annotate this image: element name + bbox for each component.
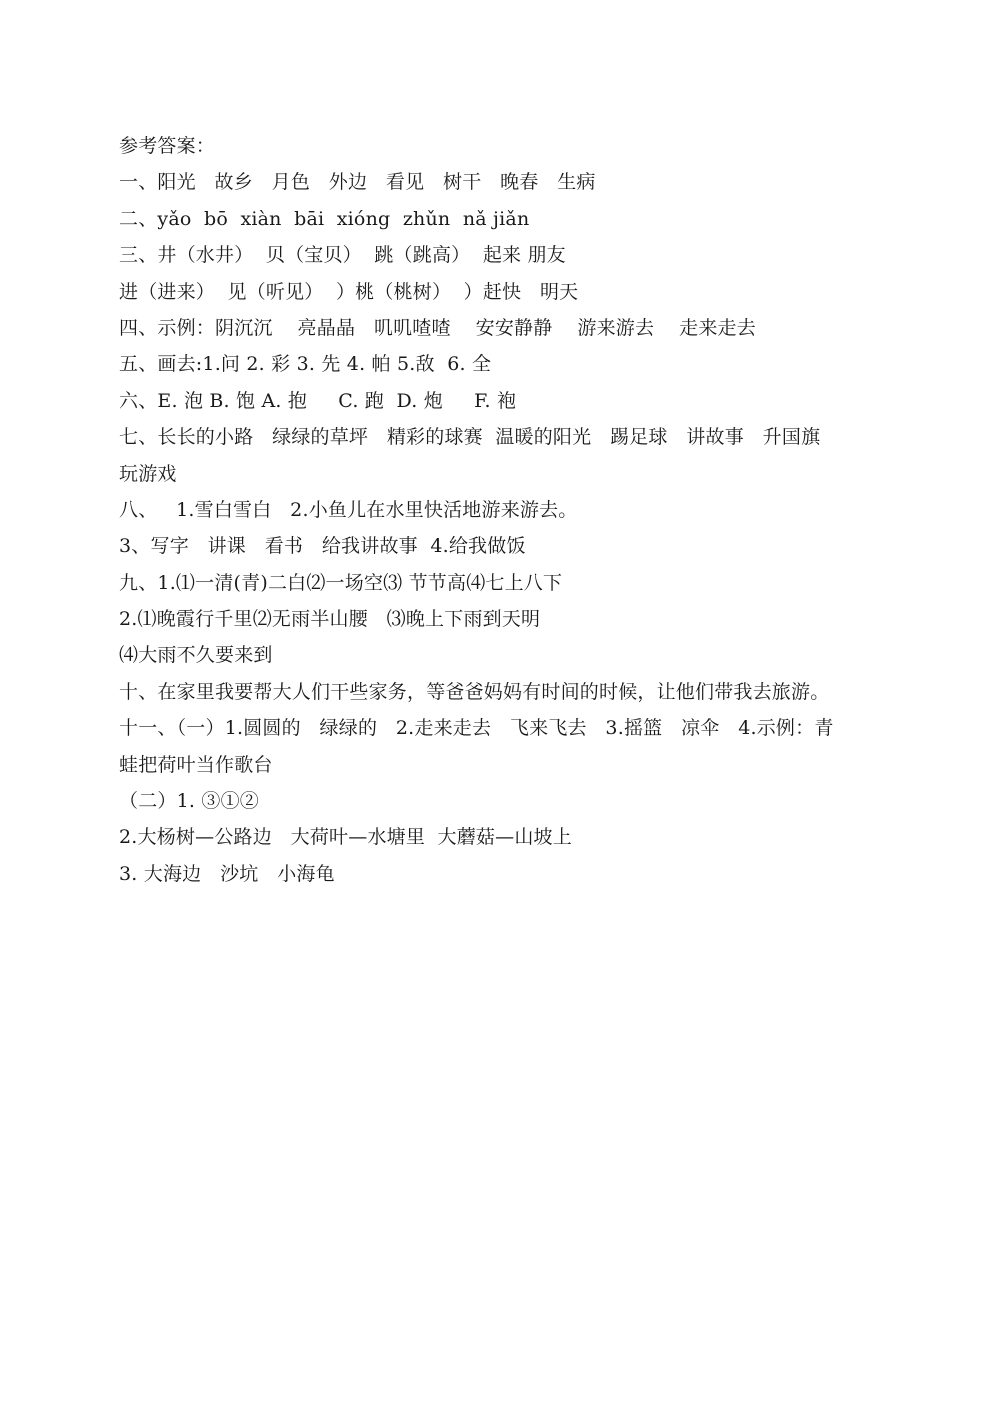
- answer-line-3: 三、井（水井） 贝（宝贝） 跳（跳高） 起来 朋友: [119, 244, 566, 267]
- answer-line-11-part-2: （二）1. ③①②: [119, 790, 259, 813]
- answer-line-9-part-2-continued: ⑷大雨不久要来到: [119, 644, 273, 667]
- answer-line-1: 一、阳光 故乡 月色 外边 看见 树干 晚春 生病: [119, 171, 596, 194]
- answer-line-4: 四、示例：阴沉沉 亮晶晶 叽叽喳喳 安安静静 游来游去 走来走去: [119, 316, 756, 339]
- answer-line-11-part-2-item-2: 2.大杨树—公路边 大荷叶—水塘里 大蘑菇—山坡上: [119, 826, 572, 849]
- answer-line-9: 九、1.⑴一清(青)二白⑵一场空⑶ 节节高⑷七上八下: [119, 571, 563, 594]
- answer-line-7-continued: 玩游戏: [119, 462, 177, 485]
- answer-line-10: 十、在家里我要帮大人们干些家务，等爸爸妈妈有时间的时候，让他们带我去旅游。: [119, 680, 830, 703]
- answer-line-7: 七、长长的小路 绿绿的草坪 精彩的球赛 温暖的阳光 踢足球 讲故事 升国旗: [119, 426, 821, 449]
- answer-line-8: 八、 1.雪白雪白 2.小鱼儿在水里快活地游来游去。: [119, 498, 578, 521]
- answer-line-9-part-2: 2.⑴晚霞行千里⑵无雨半山腰 ⑶晚上下雨到天明: [119, 608, 541, 631]
- answer-line-8-continued: 3、写字 讲课 看书 给我讲故事 4.给我做饭: [119, 535, 526, 558]
- answer-key-body: [119, 128, 889, 892]
- answer-line-11: 十一、（一）1.圆圆的 绿绿的 2.走来走去 飞来飞去 3.摇篮 凉伞 4.示例：青: [119, 717, 834, 740]
- answer-line-11-part-2-item-3: 3. 大海边 沙坑 小海龟: [119, 862, 335, 885]
- answer-key-heading: 参考答案：: [119, 135, 216, 157]
- answer-line-6: 六、E. 泡 B. 饱 A. 抱 C. 跑 D. 炮 F. 袍: [119, 389, 517, 412]
- answer-line-3-continued: 进（进来） 见（听见） ）桃（桃树） ）赶快 明天: [119, 280, 579, 303]
- answer-line-2: 二、yǎo bō xiàn bāi xióng zhǔn nǎ jiǎn: [119, 207, 530, 230]
- answer-line-5: 五、画去:1.问 2. 彩 3. 先 4. 帕 5.敌 6. 全: [119, 353, 492, 376]
- answer-line-11-continued: 蛙把荷叶当作歌台: [119, 753, 273, 776]
